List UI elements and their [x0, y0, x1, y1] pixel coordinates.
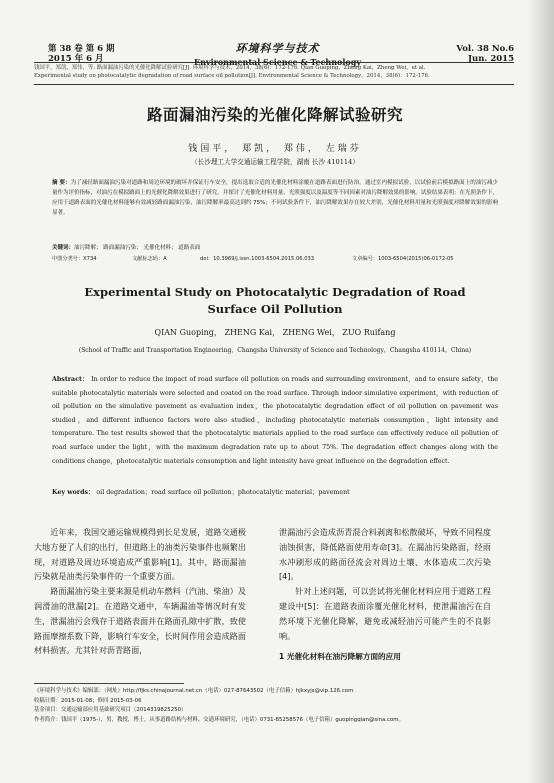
authors-cn: 钱国平， 郑凯， 郑伟， 左瑞芬 — [188, 144, 362, 154]
citation-block — [34, 64, 516, 80]
article-number: 文章编号：1003-6504(2015)06-0172-05 — [352, 256, 454, 262]
citation-cn: 钱国平，郑凯，郑伟，等. 路面漏油污染的光催化降解试验研究[J]. 环境科学与技术，2014，38(6)：172-176. Qian Guoping，Zheng Kai，Zheng Wei，et al. — [34, 65, 426, 71]
page-curl-shadow — [528, 0, 554, 783]
volume-issue-cn: 第 38 卷 第 6 期 — [48, 44, 115, 54]
journal-name-en: Environmental Science & Technology — [194, 57, 361, 67]
keywords-cn-label: 关键词： — [52, 245, 75, 251]
citation-en: Experimental study on photocatalytic degradation of road surface oil pollution[J]. Environmental Science & Technology，2014，38(6)：172-176. — [34, 73, 430, 79]
abstract-cn-text: 为了减轻路面漏油污染对道路和周边环境的破坏并保证行车安全，提出选取合适的光催化材料涂覆在道路表面进行防治。通过室内模拟试验，以试验前后模拟路面上的油污减少量作为评价指标，对油污在模拟路面上的光催化降解效果进行了研究，并探讨了光催化材料用量、光照强度以及温度等不同因素对油污降解效果的影响。试验结果表明：在光照条件下，应用于道路表面的光催化材料能够有效减轻路面漏油污染，油污降解率最高达到约 75%；不同试验条件下，油污降解效果存在较大差别，光催化材料用量和光照强度对降解效果的影响显著。 — [52, 180, 498, 216]
footnote-dates: 收稿日期：2015-01-08；修回 2015-03-06 — [34, 697, 142, 704]
body-paragraph: 近年来，我国交通运输规模得到长足发展，道路交通极大地方便了人们的出行，但道路上的油类污染事件也频繁出现，对道路及周边环境造成严重影响[1]。其中，路面漏油污染就是油类污染事件的一个重要方面。 — [34, 527, 246, 582]
header-right — [456, 44, 514, 64]
citation-rule — [34, 84, 514, 85]
body-column-right — [279, 525, 491, 643]
footnote-funding: 基金项目：交通运输部应用基础研究项目（2014319825250） — [34, 707, 187, 714]
paper-title-cn: 路面漏油污染的光催化降解试验研究 — [146, 105, 403, 124]
footnotes — [34, 687, 504, 725]
header-left — [48, 44, 115, 64]
abstract-en-text: In order to reduce the impact of road surface oil pollution on roads and surrounding environment，and to ensure safety，the suitable photocatalytic materials were selected and coated on the road surface. Through indoor simulative experiment，with reduction of oil pollution on the simulative pavement as evaluation index，the photocatalytic degradation effect of oil pollution on pavement was studied，and different influence factors were also studied，including photocatalytic materials consumption，light intensity and temperature. The test results showed that the photocatalytic materials applied to the road surface can effectively reduce oil pollution of road surface under the light，with the maximum degradation rate up to about 75%. The degradation effect changes along with the conditions change，photocatalytic materials consumption and light intensity have great influence on the degradation effect. — [52, 376, 498, 465]
journal-name-cn: 环境科学与技术 — [235, 42, 320, 55]
paper-title-en: Experimental Study on Photocatalytic Degradation of Road Surface Oil Pollution — [84, 285, 466, 316]
footnote-rule — [34, 683, 184, 684]
body-paragraph: 路面漏油污染主要来源是机动车燃料（汽油、柴油）及润滑油的泄漏[2]。在道路交通中，车辆漏油等情况时有发生，泄漏油污会残存于道路表面并在路面孔隙中扩散，致使路面摩擦系数下降，影响行车安全，长时间作用会造成路面材料损害。尤其针对沥青路面， — [34, 586, 246, 656]
doi: doi：10.3969/j.issn.1003-6504.2015.06.033 — [200, 256, 315, 262]
keywords-en-label: Key words： — [52, 489, 95, 496]
footnote-editorial: 《环境科学与技术》编辑部：（网址）http://fjks.chinajournal.net.cn（电话）027-87643502（电子信箱）hjkxyjs@vip.126.com — [34, 688, 354, 694]
body-paragraph: 针对上述问题，可以尝试将光催化材料应用于道路工程建设中[5]：在道路表面涂覆光催化材料，使泄漏油污在自然环境下光催化降解，避免或减轻油污可能产生的不良影响。 — [279, 586, 491, 641]
date-cn: 2015 年 6 月 — [48, 54, 104, 64]
body-paragraph: 泄漏油污会造成沥青混合料剥离和松散破坏，导致不同程度油蚀损害，降低路面使用寿命[3]。在漏油污染路面，经雨水冲刷形成的路面径流会对周边土壤、水体造成二次污染[4]。 — [279, 527, 491, 582]
header-rule — [34, 62, 514, 63]
body-column-left — [34, 525, 246, 658]
volume-en: Vol. 38 No.6 — [456, 44, 514, 54]
date-en: Jun. 2015 — [468, 54, 514, 64]
section-heading: 1 光催化材料在油污降解方面的应用 — [279, 652, 401, 661]
clc-number: 中图分类号：X734 — [52, 256, 97, 262]
abstract-en — [52, 373, 498, 468]
footnote-author: 作者简介：钱国平（1975-），男，教授，博士，从事道路结构与材料、交通环境研究，（电话）0731-85258576（电子信箱）guopingqian@sina.com。 — [34, 716, 404, 723]
abstract-cn — [52, 178, 498, 218]
keywords-en-text: oil degradation；road surface oil pollution；photocatalytic material；pavement — [96, 489, 350, 496]
affiliation-en: (School of Traffic and Transportation Engineering，Changsha University of Science and Technology，Changsha 410114，China) — [78, 347, 472, 354]
keywords-cn — [52, 243, 498, 251]
document-code: 文献标志码：A — [132, 256, 167, 262]
keywords-cn-text: 油污降解； 路面漏油污染； 光催化材料； 道路表面 — [74, 245, 201, 251]
abstract-en-label: Abstract： — [52, 376, 89, 383]
abstract-cn-label: 摘 要： — [52, 180, 71, 186]
authors-en: QIAN Guoping， ZHENG Kai， ZHENG Wei， ZUO Ruifang — [154, 328, 396, 337]
keywords-en — [52, 487, 498, 496]
affiliation-cn: （长沙理工大学交通运输工程学院，湖南 长沙 410114） — [191, 158, 359, 166]
